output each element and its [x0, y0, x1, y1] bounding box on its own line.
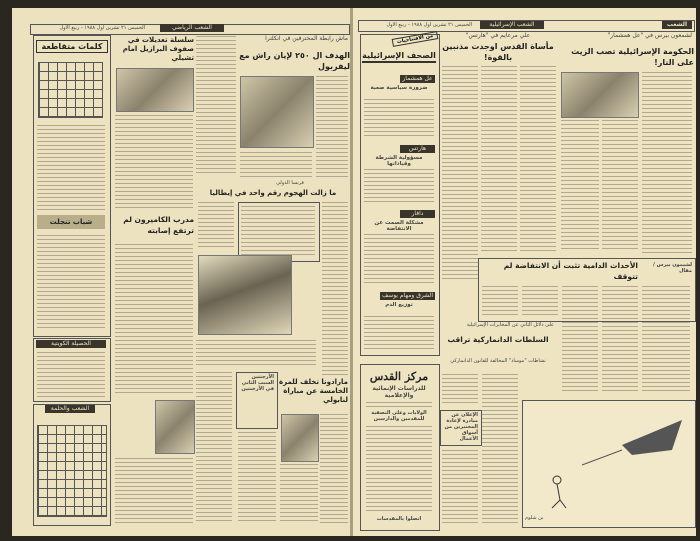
article-text — [198, 202, 234, 250]
argentina-heading: الأرجنتين السبب الثاني في الأرجنتين — [241, 374, 274, 392]
article-text — [240, 152, 312, 178]
article-text — [481, 66, 517, 254]
ad-text — [366, 402, 432, 408]
press-item-text — [364, 316, 434, 350]
headline-quds: مأساة القدس اوجدت مذنبين بالقوة! — [442, 42, 554, 62]
press-item-title: توزيع الدم — [385, 302, 413, 308]
article-text — [196, 340, 316, 368]
cartoon-illustration — [522, 400, 694, 526]
cartoon-caption: بن شلوم — [525, 515, 544, 521]
kneeling-player-photo — [198, 255, 292, 335]
crossword-grid — [38, 62, 103, 118]
page-gutter — [350, 8, 353, 536]
article-text — [320, 414, 348, 524]
ad-list — [366, 426, 432, 512]
headline-intifada: الأحداث الدامية تثبت أن الانتفاضة لم تتوقف — [503, 261, 638, 281]
article-text — [522, 286, 558, 316]
press-item-source: دافار — [400, 210, 435, 218]
article-text — [520, 66, 556, 254]
article-text — [115, 458, 193, 524]
side-article-heading: الإعلان عن مبادرة لإعادة المختبرين من أسواق الأعمال — [444, 412, 478, 442]
article-text — [115, 115, 193, 211]
ad-subtitle: للدراسات الإنمائية والإعلامية — [372, 385, 426, 399]
press-item-text — [364, 99, 434, 139]
ad-mid: الولايات وعلى التصفية للمقدمين والدارسين — [371, 410, 427, 422]
headline-quds-kicker: علي مرعايم في "هآرتس" — [465, 32, 531, 39]
press-item-source: الشرق ومهام يوسف — [381, 292, 434, 299]
headline-italy: ما زالت الهجوم رقم واحد في إيطاليا — [209, 189, 337, 197]
headline-main-kicker: لشمعون بيرس في "عل همشمار" — [607, 32, 692, 39]
crossword-clues-2 — [37, 235, 105, 330]
article-text — [238, 432, 276, 524]
article-text — [642, 72, 692, 254]
headline-maradona: مارادونا تخلف للمرة الخامسة عن مباراة لنابولي — [279, 378, 348, 404]
crossword2-title: الشعب والحلمة — [45, 405, 95, 413]
article-text — [442, 450, 478, 525]
article-text — [642, 286, 690, 394]
headline-brazil-team: سلسلة تعديلات في صفوف البرازيل امام تشيلي — [122, 36, 194, 62]
press-item-source: هآرتس — [400, 145, 435, 153]
headline-denmark-sub: نشاطات "موساد" المخالفة للقانون الدانماركي — [450, 358, 546, 364]
article-text — [602, 120, 638, 252]
article-text — [280, 464, 318, 524]
press-item-title: ضرورة سياسية صعبة — [370, 85, 428, 91]
main-photo — [561, 72, 639, 118]
article-text — [482, 374, 518, 524]
article-text — [482, 286, 518, 316]
crossword-clues — [37, 125, 105, 210]
headline-italy-kicker: فرنسا الدولي — [276, 180, 304, 186]
team-photo — [116, 68, 194, 112]
left-date-line: الخميس ٢١ تشرين اول ١٩٨٨ - ربيع الاول — [59, 25, 145, 31]
maradona-photo — [281, 414, 319, 462]
headline-israeli-government: الحكومة الإسرائيلية تصب الزيت على النار! — [571, 47, 694, 67]
press-tag: من الافتتاحيات — [392, 31, 439, 47]
ad-title: مركز القدس — [369, 370, 429, 383]
article-text — [316, 76, 348, 178]
ad-footer: اتصلوا بالمقدسات — [376, 516, 422, 522]
article-text — [442, 374, 478, 406]
article-text — [442, 66, 478, 281]
crossword-title: كلمات متقاطعة — [36, 40, 108, 53]
press-item-title: مسؤولية الشرطة وقياداتها — [375, 155, 423, 167]
coach-photo — [155, 400, 195, 454]
article-text — [241, 206, 315, 256]
headline-denmark-kicker: على دلائل الثاني عن المخابرات الإسرائيلية — [466, 322, 554, 328]
article-text — [196, 36, 236, 176]
right-section-header: الشعب الإسرائيلية — [480, 21, 544, 29]
box-title: شباب تنجلت — [49, 218, 93, 226]
article-text — [115, 244, 193, 396]
crossword2-grid — [37, 425, 107, 517]
headline-intifada-kicker: لشيمون بيرس / مقال — [653, 262, 692, 274]
headline-cameroon: مدرب الكاميرون لم ترتفع إصابته — [123, 215, 194, 235]
left-section-header: الشعب الرياضي — [160, 24, 224, 32]
headline-rush-250: الهدف ال ٢٥٠ لإيان راش مع ليفربول — [239, 51, 350, 71]
article-text — [322, 202, 348, 376]
headline-main-kicker: ماش رابطة المحترفين في انكلترا — [265, 35, 348, 42]
kuwait-results-title: الحصيلة الكويتية — [36, 340, 106, 348]
rush-photo — [240, 76, 314, 148]
press-item-source: عل همشمار — [400, 75, 435, 83]
article-text — [196, 372, 232, 524]
press-title: الصحف الإسرائيلية — [362, 50, 436, 63]
article-text — [561, 120, 599, 252]
headline-denmark: السلطات الدانماركية تراقب — [447, 335, 549, 344]
masthead-logo: الشعب — [662, 21, 692, 29]
article-text — [562, 286, 598, 394]
press-item-text — [364, 234, 434, 284]
press-item-text — [364, 169, 434, 205]
right-date-line: الخميس ٢١ تشرين اول ١٩٨٨ - ربيع الاول — [386, 22, 472, 28]
article-text — [602, 286, 638, 394]
kuwait-results-table — [37, 352, 105, 397]
press-item-title: مشكلة الصمت عن الانتفاضة — [374, 220, 424, 232]
